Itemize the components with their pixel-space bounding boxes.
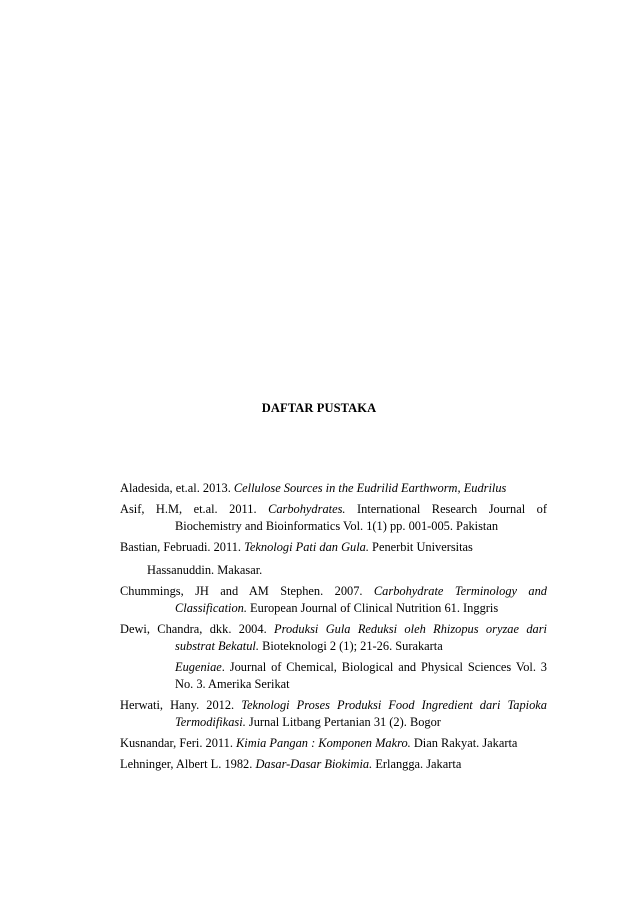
reference-item: Kusnandar, Feri. 2011. Kimia Pangan : Komponen Makro. Dian Rakyat. Jakarta xyxy=(120,736,518,750)
reference-item: Aladesida, et.al. 2013. Cellulose Sources in the Eudrilid Earthworm, Eudrilus xyxy=(120,481,507,495)
reference-item: Chummings, JH and AM Stephen. 2007. Carbohydrate Terminology and Classification. European Journal of Clinical Nutrition 61. Inggris xyxy=(120,584,547,615)
reference-item: Lehninger, Albert L. 1982. Dasar-Dasar Biokimia. Erlangga. Jakarta xyxy=(120,757,462,771)
reference-item: Dewi, Chandra, dkk. 2004. Produksi Gula Reduksi oleh Rhizopus oryzae dari substrat Bekatul. Bioteknologi 2 (1); 21-26. Surakarta xyxy=(120,622,547,653)
reference-continuation: Hassanuddin. Makasar. xyxy=(147,563,263,577)
reference-item: Herwati, Hany. 2012. Teknologi Proses Produksi Food Ingredient dari Tapioka Termodifikasi. Jurnal Litbang Pertanian 31 (2). Bogor xyxy=(120,698,547,729)
reference-item: Eugeniae. Journal of Chemical, Biological and Physical Sciences Vol. 3 No. 3. Amerika Serikat xyxy=(175,660,547,691)
reference-item: Bastian, Februadi. 2011. Teknologi Pati dan Gula. Penerbit Universitas Hassanuddin. Makasar. xyxy=(120,539,547,579)
page-title: DAFTAR PUSTAKA xyxy=(261,401,377,415)
reference-list xyxy=(120,480,547,777)
reference-item: Asif, H.M, et.al. 2011. Carbohydrates. International Research Journal of Biochemistry and Bioinformatics Vol. 1(1) pp. 001-005. Pakistan xyxy=(120,502,547,533)
